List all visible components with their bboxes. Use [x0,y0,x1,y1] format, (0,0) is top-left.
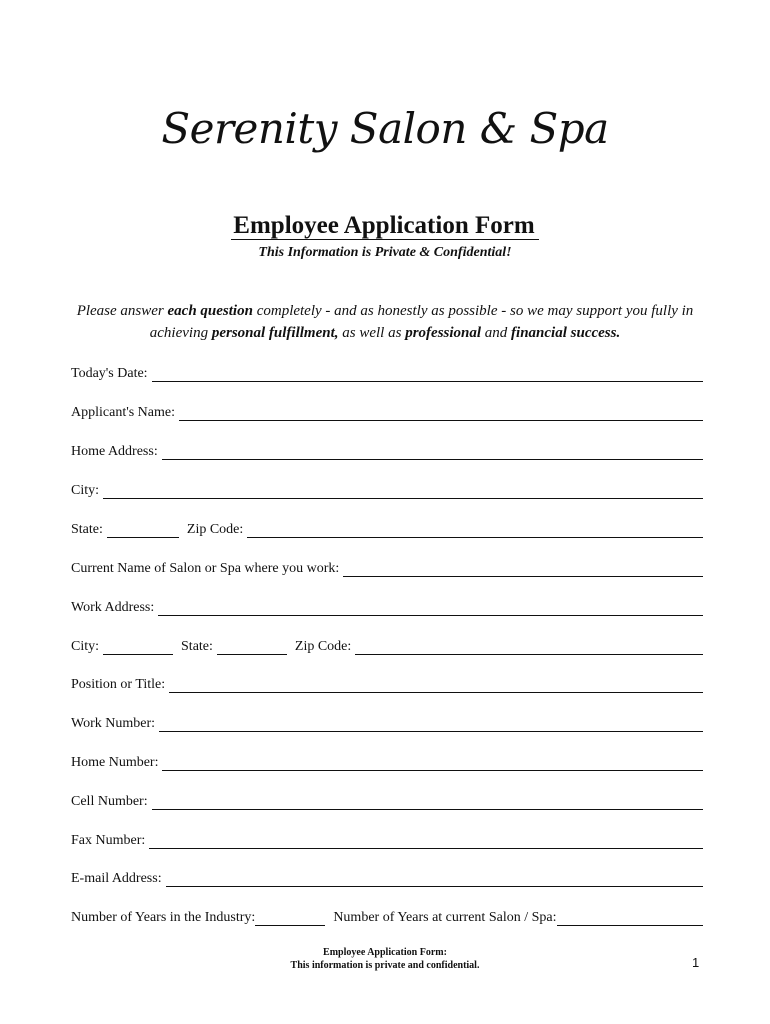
form-title-text: Employee Application Form [231,212,538,240]
years-industry-label: Number of Years in the Industry: [71,910,256,925]
intro-text: and [481,325,512,341]
work-zip-label: Zip Code: [294,639,352,654]
intro-emphasis: financial success. [511,325,621,341]
work-number-label: Work Number: [71,716,156,731]
cell-number-field[interactable] [152,795,703,810]
years-row [71,906,703,926]
fax-number-label: Fax Number: [71,833,146,848]
intro-emphasis: each question [167,303,253,319]
footer-line-2: This information is private and confidential. [290,960,480,971]
work-number-row [71,712,703,732]
todays-date-label: Today's Date: [71,366,148,381]
city-field[interactable] [103,484,703,499]
intro-text: completely - and as honestly as possible - so we may support you fully in achieving [149,303,694,341]
state-label: State: [71,522,103,537]
city-row [71,479,703,499]
years-current-field[interactable] [557,911,704,926]
position-row [71,673,703,693]
todays-date-field[interactable] [152,367,703,382]
work-state-label: State: [181,639,213,654]
work-number-field[interactable] [159,717,703,732]
email-field[interactable] [166,872,703,887]
work-city-state-zip-row [71,635,703,655]
intro-emphasis: personal fulfillment, [211,325,339,341]
applicant-name-label: Applicant's Name: [71,405,175,420]
years-industry-field[interactable] [255,911,325,926]
work-address-label: Work Address: [71,600,155,615]
zip-field[interactable] [247,523,703,538]
applicant-name-row [71,401,703,421]
todays-date-row [71,362,703,382]
home-number-field[interactable] [162,756,703,771]
salon-brand-title: Serenity Salon & Spa [161,104,609,153]
work-city-field[interactable] [103,640,173,655]
home-address-label: Home Address: [71,444,158,459]
work-zip-field[interactable] [355,640,703,655]
cell-number-label: Cell Number: [71,794,148,809]
email-row [71,867,703,887]
work-address-field[interactable] [158,601,703,616]
current-salon-row [71,557,703,577]
page-footer [0,946,770,972]
work-address-row [71,596,703,616]
position-label: Position or Title: [71,677,166,692]
state-zip-row [71,518,703,538]
intro-text: Please answer [76,303,168,319]
home-address-row [71,440,703,460]
form-title [0,211,770,241]
work-state-field[interactable] [217,640,287,655]
state-field[interactable] [107,523,179,538]
fax-number-field[interactable] [149,834,703,849]
position-field[interactable] [169,678,703,693]
years-current-label: Number of Years at current Salon / Spa: [333,910,557,925]
intro-paragraph [70,300,700,344]
confidential-subtitle: This Information is Private & Confidential! [258,245,512,260]
cell-number-row [71,790,703,810]
home-number-row [71,751,703,771]
intro-emphasis: professional [405,325,482,341]
fax-number-row [71,829,703,849]
zip-label: Zip Code: [186,522,244,537]
footer-line-1: Employee Application Form: [323,947,447,958]
intro-text: as well as [338,325,406,341]
home-address-field[interactable] [162,445,703,460]
current-salon-label: Current Name of Salon or Spa where you work: [71,561,340,576]
city-label: City: [71,483,100,498]
applicant-name-field[interactable] [179,406,703,421]
home-number-label: Home Number: [71,755,159,770]
current-salon-field[interactable] [343,562,703,577]
work-city-label: City: [71,639,100,654]
page-number: 1 [692,955,700,970]
email-label: E-mail Address: [71,871,162,886]
